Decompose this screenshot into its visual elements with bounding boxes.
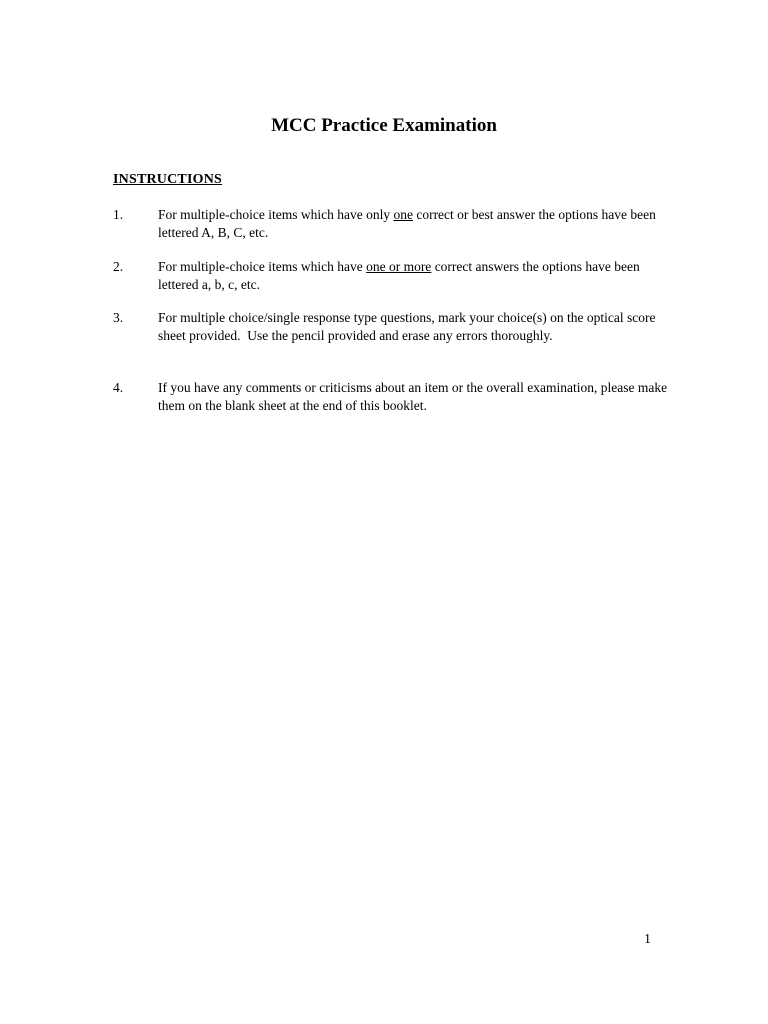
item-text xyxy=(158,206,668,241)
item-text: For multiple choice/single response type questions, mark your choice(s) on the optical score sheet provided. Use the pencil provided and erase any errors thoroughly. xyxy=(158,310,659,343)
item-text-part: For multiple-choice items which have xyxy=(158,259,367,274)
item-text-part: correct or best answer the options have been lettered A, B, C, etc. xyxy=(158,207,656,240)
item-number: 3. xyxy=(113,310,124,325)
item-text-emphasis: one or more xyxy=(366,259,432,274)
item-text: If you have any comments or criticisms about an item or the overall examination, please make them on the blank sheet at the end of this booklet. xyxy=(158,380,668,413)
item-number: 4. xyxy=(113,380,124,395)
item-number: 1. xyxy=(113,207,124,222)
item-text-part: For multiple-choice items which have only xyxy=(158,207,394,222)
item-text xyxy=(158,258,668,293)
item-text-part: correct answers the options have been lettered a, b, c, etc. xyxy=(158,259,640,292)
page-title: MCC Practice Examination xyxy=(271,115,497,136)
item-number: 2. xyxy=(113,259,124,274)
instructions-heading: INSTRUCTIONS xyxy=(113,172,222,187)
item-text-emphasis: one xyxy=(393,207,413,222)
page-number: 1 xyxy=(644,932,651,947)
